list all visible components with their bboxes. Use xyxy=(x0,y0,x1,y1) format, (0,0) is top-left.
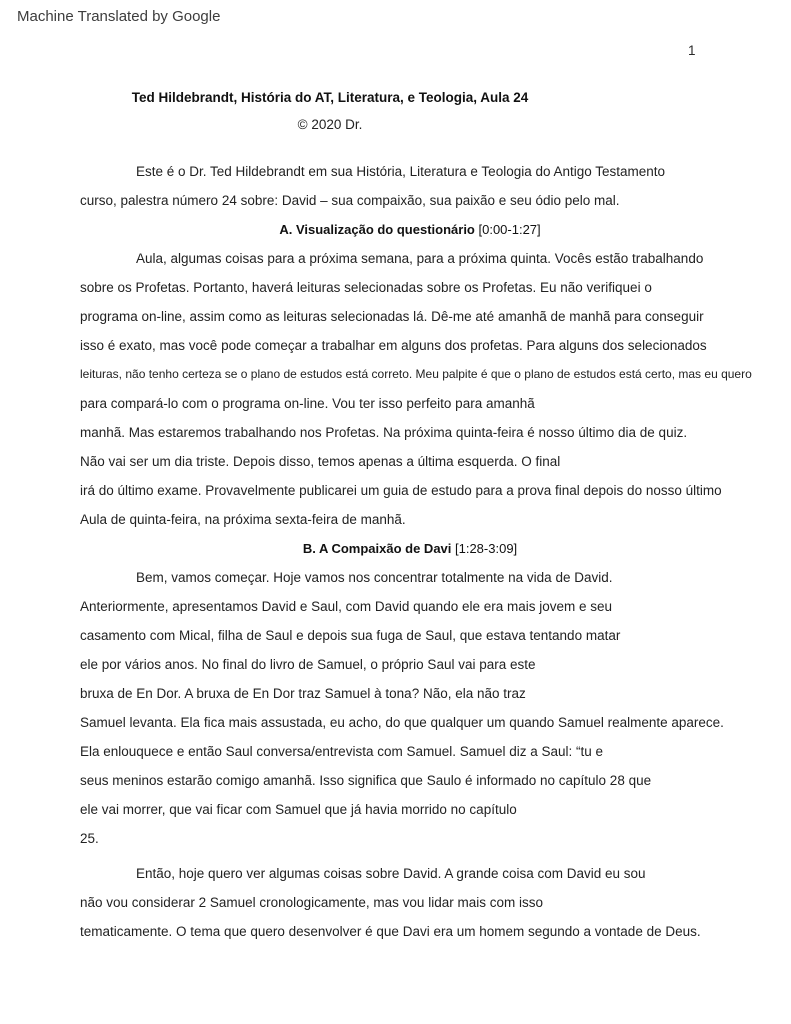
section-timestamp: [0:00-1:27] xyxy=(474,222,541,237)
text-line: irá do último exame. Provavelmente publicarei um guia de estudo para a prova final depois do nosso último xyxy=(80,483,722,498)
document-body xyxy=(80,157,752,946)
text-line: Aula, algumas coisas para a próxima semana, para a próxima quinta. Vocês estão trabalhando xyxy=(136,251,704,266)
page-number: 1 xyxy=(688,43,696,58)
copyright-line: © 2020 Dr. xyxy=(297,117,363,132)
text-line: Não vai ser um dia triste. Depois disso, temos apenas a última esquerda. O final xyxy=(80,454,561,469)
translation-note: Machine Translated by Google xyxy=(17,8,221,25)
text-line: Bem, vamos começar. Hoje vamos nos concentrar totalmente na vida de David. xyxy=(136,570,613,585)
section-heading-label: A. Visualização do questionário xyxy=(279,222,475,237)
text-line: programa on-line, assim como as leituras selecionadas lá. Dê-me até amanhã de manhã para conseguir xyxy=(80,309,704,324)
text-line: Aula de quinta-feira, na próxima sexta-feira de manhã. xyxy=(80,512,406,527)
section-heading xyxy=(80,215,740,244)
text-line: não vou considerar 2 Samuel cronologicamente, mas vou lidar mais com isso xyxy=(80,895,543,910)
text-line: leituras, não tenho certeza se o plano de estudos está correto. Meu palpite é que o plano de estudos está certo, mas eu quero xyxy=(80,367,752,381)
section-heading xyxy=(80,534,740,563)
text-line: seus meninos estarão comigo amanhã. Isso significa que Saulo é informado no capítulo 28 que xyxy=(80,773,652,788)
text-line: manhã. Mas estaremos trabalhando nos Profetas. Na próxima quinta-feira é nosso último dia de quiz. xyxy=(80,425,688,440)
text-line: Então, hoje quero ver algumas coisas sobre David. A grande coisa com David eu sou xyxy=(136,866,646,881)
section-heading-label: B. A Compaixão de Davi xyxy=(302,541,452,556)
text-line: Anteriormente, apresentamos David e Saul, com David quando ele era mais jovem e seu xyxy=(80,599,613,614)
text-line: isso é exato, mas você pode começar a trabalhar em alguns dos profetas. Para alguns dos selecionados xyxy=(80,338,707,353)
text-line: bruxa de En Dor. A bruxa de En Dor traz Samuel à tona? Não, ela não traz xyxy=(80,686,526,701)
text-line: casamento com Mical, filha de Saul e depois sua fuga de Saul, que estava tentando matar xyxy=(80,628,621,643)
document-title: Ted Hildebrandt, História do AT, Literatura, e Teologia, Aula 24 xyxy=(131,90,529,105)
text-line: sobre os Profetas. Portanto, haverá leituras selecionadas sobre os Profetas. Eu não verifiquei o xyxy=(80,280,652,295)
text-line: para compará-lo com o programa on-line. Vou ter isso perfeito para amanhã xyxy=(80,396,535,411)
text-line: 25. xyxy=(80,831,99,846)
text-line: Este é o Dr. Ted Hildebrandt em sua História, Literatura e Teologia do Antigo Testamento xyxy=(136,164,666,179)
text-line: tematicamente. O tema que quero desenvolver é que Davi era um homem segundo a vontade de Deus. xyxy=(80,924,701,939)
text-line: Ela enlouquece e então Saul conversa/entrevista com Samuel. Samuel diz a Saul: “tu e xyxy=(80,744,604,759)
text-line: curso, palestra número 24 sobre: David – sua compaixão, sua paixão e seu ódio pelo mal. xyxy=(80,193,620,208)
text-line: Samuel levanta. Ela fica mais assustada, eu acho, do que qualquer um quando Samuel realmente aparece. xyxy=(80,715,724,730)
text-line: ele vai morrer, que vai ficar com Samuel que já havia morrido no capítulo xyxy=(80,802,517,817)
section-timestamp: [1:28-3:09] xyxy=(451,541,518,556)
text-line: ele por vários anos. No final do livro de Samuel, o próprio Saul vai para este xyxy=(80,657,536,672)
